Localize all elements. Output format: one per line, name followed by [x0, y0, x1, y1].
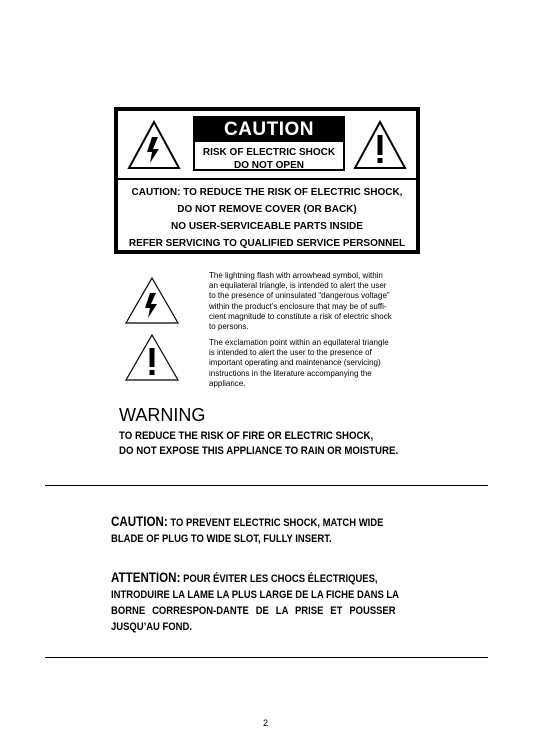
- divider: [45, 485, 488, 486]
- caution-box: [114, 107, 420, 254]
- caution-subtitle-line2: DO NOT OPEN: [233, 160, 304, 171]
- explanation-line: to persons.: [209, 322, 249, 332]
- caution-header: [118, 111, 416, 180]
- caution-body-line: CAUTION: TO REDUCE THE RISK OF ELECTRIC SHOCK,: [131, 187, 403, 198]
- caution-subtitle-line1: RISK OF ELECTRIC SHOCK: [202, 147, 336, 158]
- caution-plug-line1: [111, 514, 481, 531]
- warning-line1: TO REDUCE THE RISK OF FIRE OR ELECTRIC SHOCK,: [119, 430, 374, 442]
- lightning-triangle-icon: [124, 276, 180, 326]
- explanation-line: an equilateral triangle, is intended to alert the user: [209, 281, 387, 291]
- caution-body-line: NO USER-SERVICEABLE PARTS INSIDE: [171, 221, 363, 232]
- page-number: 2: [263, 718, 269, 728]
- attention-line1: [111, 570, 414, 587]
- caution-plug-block: [111, 514, 481, 547]
- attention-line1-text: POUR ÉVITER LES CHOCS ÉLECTRIQUES,: [180, 573, 378, 585]
- caution-plug-line1-text: TO PREVENT ELECTRIC SHOCK, MATCH WIDE: [167, 517, 384, 529]
- attention-line4: JUSQU’AU FOND.: [111, 621, 192, 633]
- explanation-line: The exclamation point within an equilateral triangle: [209, 338, 389, 347]
- exclamation-triangle-icon: [352, 119, 408, 171]
- caution-plug-head: CAUTION:: [111, 514, 168, 529]
- explanation-line: important operating and maintenance (servicing): [209, 358, 381, 368]
- lightning-triangle-icon: [126, 119, 182, 171]
- divider: [45, 657, 488, 658]
- warning-title: WARNING: [119, 405, 206, 425]
- attention-head: ATTENTION:: [111, 570, 181, 585]
- caution-body: [118, 184, 416, 252]
- caution-label: [193, 116, 345, 171]
- attention-line3: BORNE CORRESPON-DANTE DE LA PRISE ET POUSSER: [111, 605, 396, 617]
- caution-body-line: DO NOT REMOVE COVER (OR BACK): [177, 204, 357, 215]
- attention-line2: INTRODUIRE LA LAME LA PLUS LARGE DE LA FICHE DANS LA: [111, 589, 400, 601]
- lightning-explanation: [209, 271, 403, 332]
- explanation-line: to the presence of uninsulated “dangerous voltage”: [209, 291, 390, 301]
- warning-line2: DO NOT EXPOSE THIS APPLIANCE TO RAIN OR MOISTURE.: [119, 445, 399, 457]
- explanation-line: The lightning flash with arrowhead symbol, within: [209, 271, 383, 280]
- caution-body-line: REFER SERVICING TO QUALIFIED SERVICE PERSONNEL: [128, 238, 406, 249]
- exclamation-explanation: [209, 338, 403, 389]
- exclamation-triangle-icon: [124, 333, 180, 383]
- explanation-line: appliance.: [209, 378, 246, 388]
- explanation-line: within the product’s enclosure that may be of suffi-: [209, 301, 387, 311]
- caution-plug-line2: BLADE OF PLUG TO WIDE SLOT, FULLY INSERT.: [111, 533, 332, 545]
- explanation-line: is intended to alert the user to the presence of: [209, 348, 372, 358]
- attention-block: [111, 570, 463, 635]
- caution-title: CAUTION: [195, 118, 343, 142]
- explanation-line: cient magnitude to constitute a risk of electric shock: [209, 311, 392, 321]
- explanation-line: instructions in the literature accompanying the: [209, 368, 372, 378]
